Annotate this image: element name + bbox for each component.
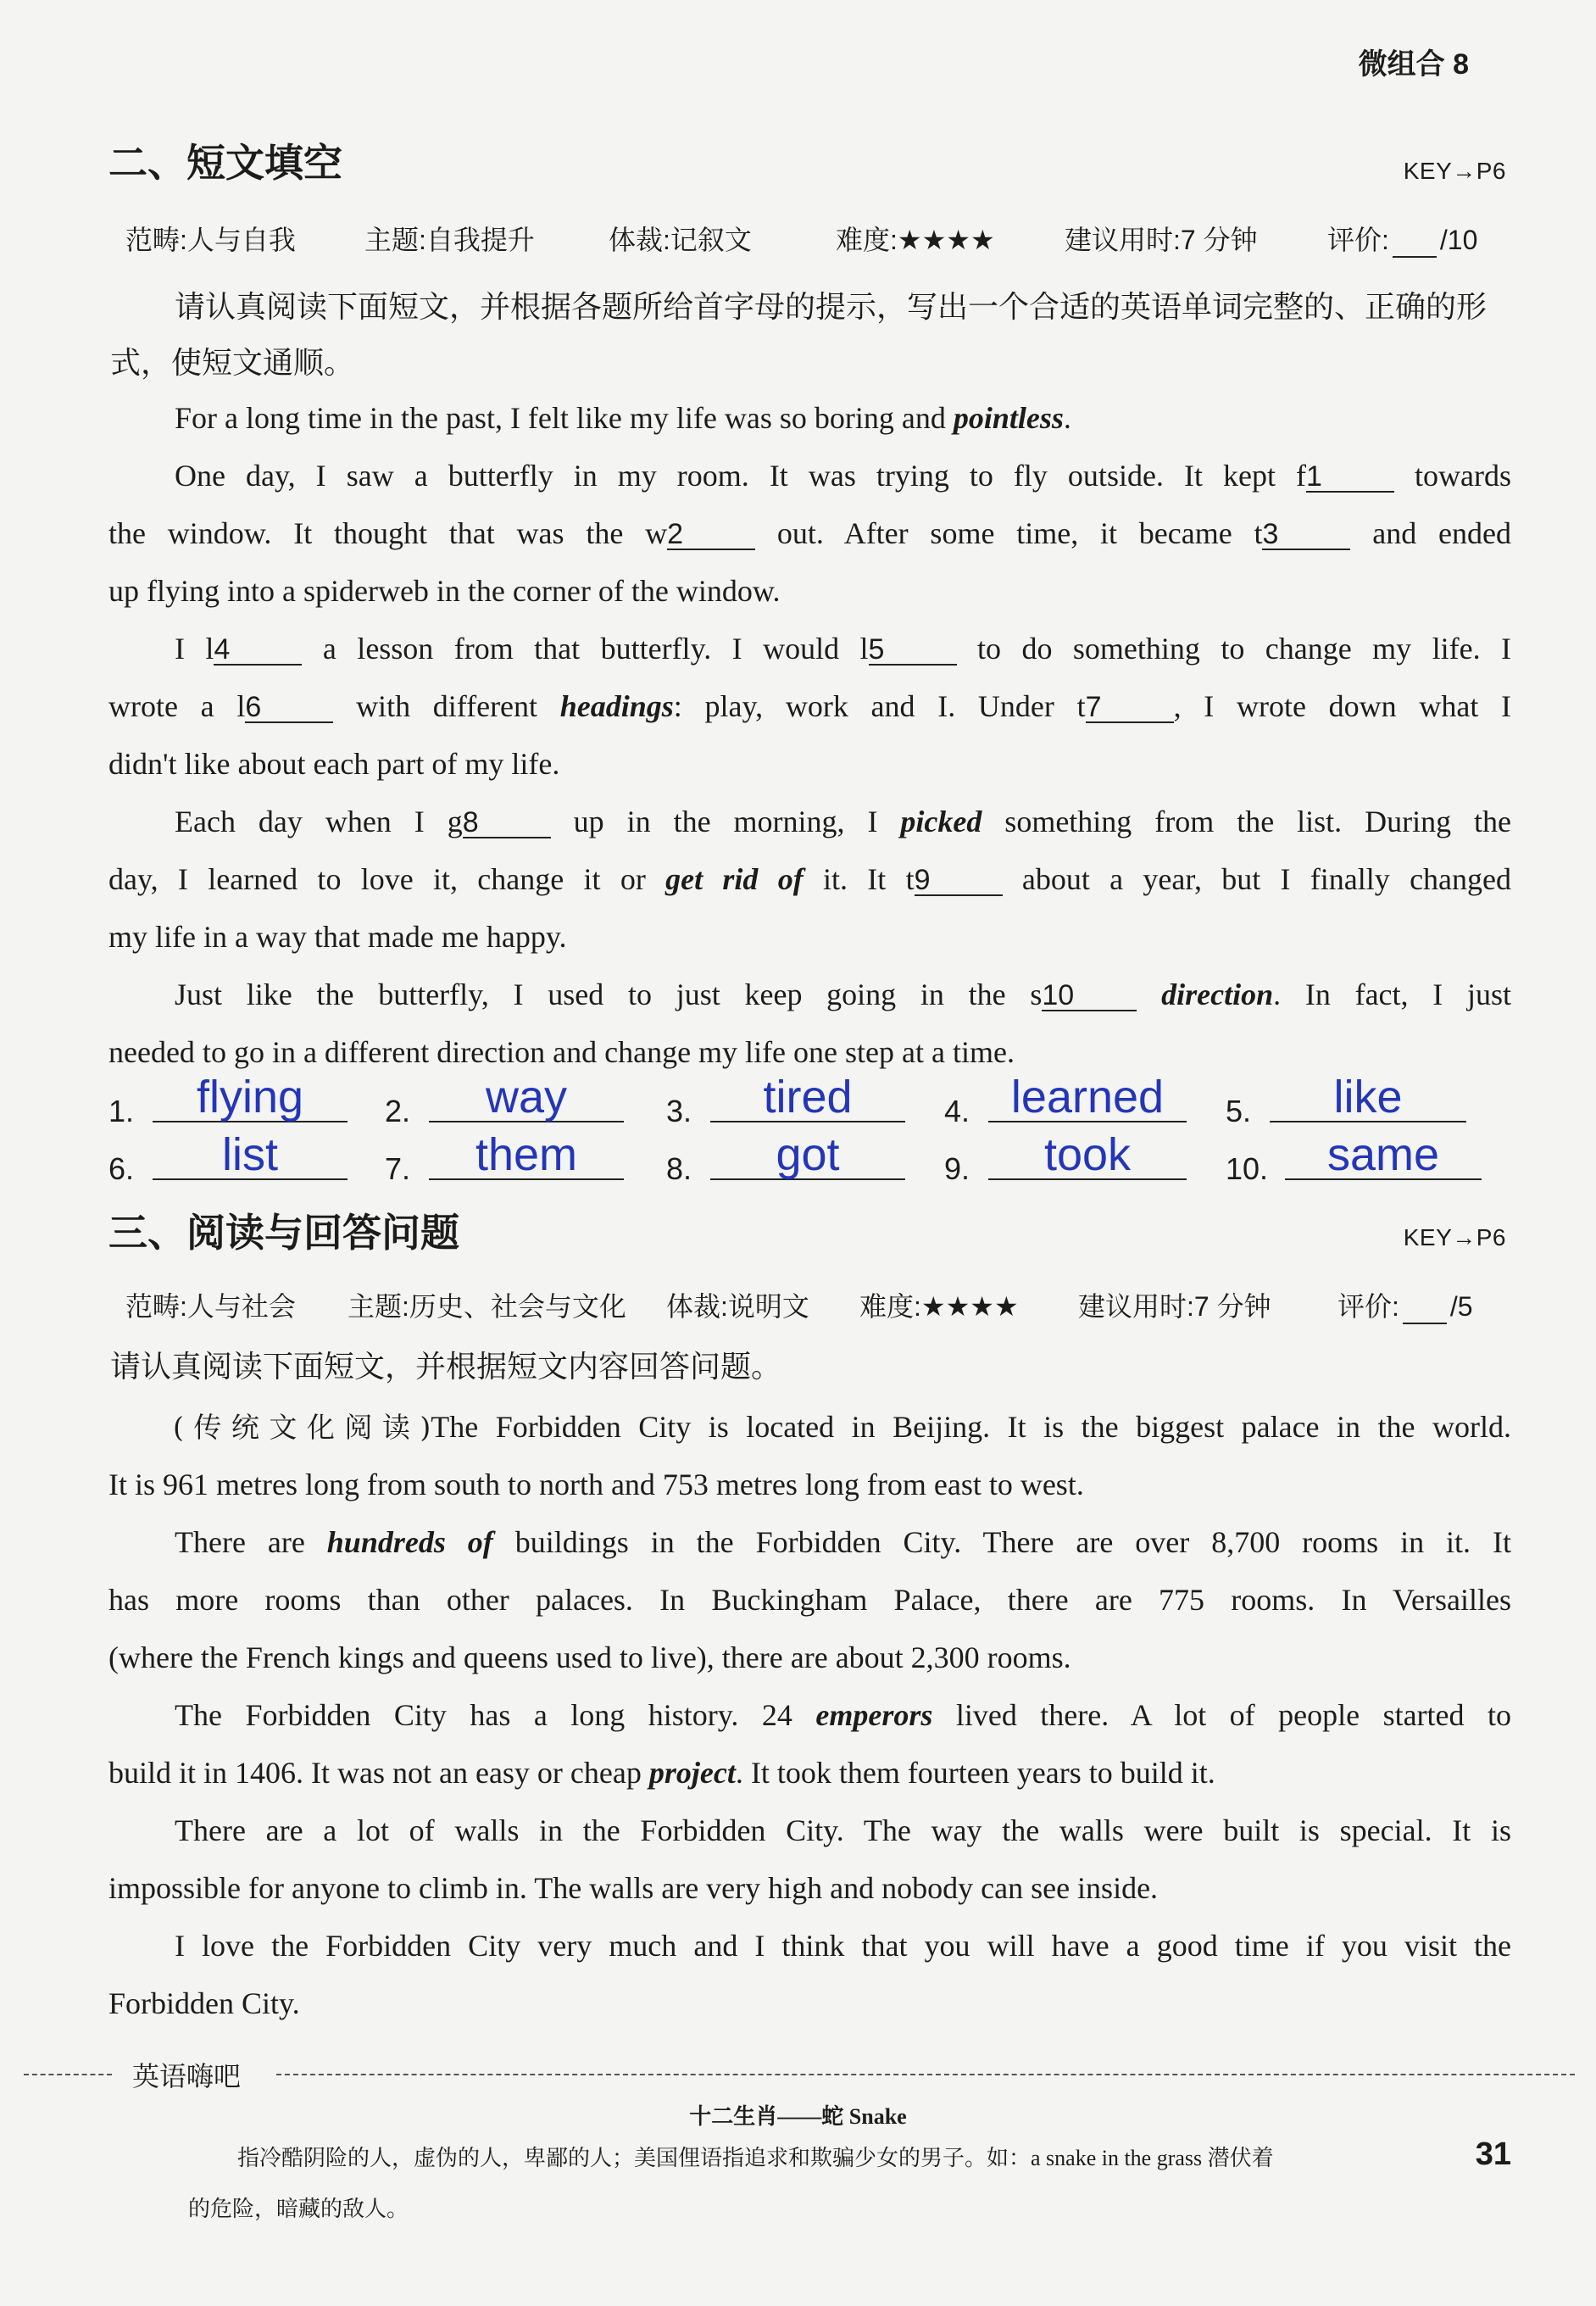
blank-1[interactable]: 1: [1306, 462, 1394, 493]
s2-paragraph-2-line-2: the window. It thought that was the w2 out. After some time, it became t3 and ended: [108, 516, 1512, 550]
answer-field-9[interactable]: took: [988, 1131, 1187, 1180]
footer-title: 十二生肖——蛇 Snake: [689, 2104, 907, 2129]
meta-scope: 范畴:人与自我: [125, 225, 296, 255]
footer-line-1: 指冷酷阴险的人，虚伪的人，卑鄙的人；美国俚语指追求和欺骗少女的男子。如：a snake in the grass 潜伏着: [237, 2146, 1274, 2170]
answer-grid: [0, 1070, 1596, 1197]
meta-genre: 体裁:记叙文: [609, 225, 752, 255]
s2-paragraph-1: For a long time in the past, I felt like my life was so boring and pointless.: [175, 401, 1071, 435]
blank-5[interactable]: 5: [869, 635, 957, 666]
answer-number: 5.: [1226, 1094, 1252, 1128]
s2-paragraph-4-line-3: my life in a way that made me happy.: [108, 920, 567, 954]
meta-time: 建议用时:7 分钟: [1078, 1291, 1271, 1322]
section2-meta: [125, 219, 1506, 256]
s3-paragraph-2-line-1: There are hundreds of buildings in the Forbidden City. There are over 8,700 rooms in it. It: [175, 1525, 1511, 1559]
meta-difficulty: 难度:★★★★: [859, 1291, 1019, 1322]
footer-line-2: 的危险，暗藏的敌人。: [188, 2197, 409, 2221]
meta-difficulty: 难度:★★★★: [836, 225, 995, 255]
blank-10[interactable]: 10: [1042, 981, 1137, 1011]
blank-2[interactable]: 2: [667, 520, 755, 550]
s3-paragraph-3-line-2: build it in 1406. It was not an easy or cheap project. It took them fourteen years to build it.: [108, 1756, 1215, 1790]
answer-field-3[interactable]: tired: [710, 1073, 905, 1122]
answer-number: 7.: [385, 1151, 411, 1186]
answer-field-2[interactable]: way: [429, 1073, 624, 1122]
s2-paragraph-5-line-2: needed to go in a different direction and change my life one step at a time.: [108, 1035, 1015, 1069]
section3-title: 三、阅读与回答问题: [108, 1210, 459, 1256]
footer-section-label: 英语嗨吧: [132, 2061, 242, 2092]
section3-key-ref[interactable]: KEY→P6: [1403, 1224, 1506, 1250]
blank-3[interactable]: 3: [1262, 520, 1350, 550]
answer-field-4[interactable]: learned: [988, 1073, 1187, 1122]
meta-rating: 评价: /5: [1337, 1285, 1473, 1324]
s3-paragraph-2-line-3: (where the French kings and queens used to live), there are about 2,300 rooms.: [108, 1640, 1071, 1674]
blank-4[interactable]: 4: [214, 635, 302, 666]
blank-6[interactable]: 6: [245, 693, 333, 723]
s2-paragraph-3-line-2: wrote a l6 with different headings: play, work and I. Under t7 , I wrote down what I: [108, 689, 1512, 723]
answer-number: 4.: [944, 1094, 970, 1128]
answer-field-1[interactable]: flying: [153, 1073, 348, 1122]
meta-topic: 主题:自我提升: [364, 225, 535, 255]
blank-8[interactable]: 8: [463, 808, 551, 838]
meta-time: 建议用时:7 分钟: [1065, 225, 1258, 255]
section3-meta: [125, 1285, 1506, 1323]
answer-field-5[interactable]: like: [1270, 1073, 1466, 1122]
footer-divider-right: [276, 2074, 1575, 2075]
s3-paragraph-5-line-1: I love the Forbidden City very much and I think that you will have a good time if you visit the: [175, 1929, 1511, 1963]
section3-instruction: 请认真阅读下面短文，并根据短文内容回答问题。: [110, 1350, 782, 1384]
section2-instruction: 请认真阅读下面短文，并根据各题所给首字母的提示，写出一个合适的英语单词完整的、正确的形式，使短文通顺。: [110, 290, 1488, 381]
answer-number: 1.: [108, 1094, 135, 1128]
s3-paragraph-4-line-2: impossible for anyone to climb in. The walls are very high and nobody can see inside.: [108, 1871, 1159, 1905]
meta-topic: 主题:历史、社会与文化: [348, 1291, 626, 1322]
s3-paragraph-3-line-1: The Forbidden City has a long history. 24 emperors lived there. A lot of people started to: [175, 1698, 1511, 1732]
meta-genre: 体裁:说明文: [666, 1291, 809, 1322]
answer-field-6[interactable]: list: [153, 1131, 348, 1180]
answer-field-8[interactable]: got: [710, 1131, 905, 1180]
s3-paragraph-1-line-1: (传统文化阅读)The Forbidden City is located in Beijing. It is the biggest palace in the world.: [173, 1410, 1511, 1444]
section2-title: 二、短文填空: [108, 140, 342, 186]
answer-field-10[interactable]: same: [1285, 1131, 1482, 1180]
answer-field-7[interactable]: them: [429, 1131, 624, 1180]
s3-paragraph-2-line-2: has more rooms than other palaces. In Buckingham Palace, there are 775 rooms. In Versailles: [108, 1583, 1511, 1617]
footer-divider-left: [24, 2074, 112, 2075]
answer-number: 6.: [108, 1151, 135, 1186]
s2-paragraph-3-line-1: I l4 a lesson from that butterfly. I would l5 to do something to change my life. I: [175, 632, 1511, 666]
answer-number: 3.: [666, 1094, 692, 1128]
blank-9[interactable]: 9: [915, 866, 1003, 896]
s2-paragraph-3-line-3: didn't like about each part of my life.: [108, 747, 560, 781]
s3-paragraph-5-line-2: Forbidden City.: [108, 1986, 300, 2020]
s2-paragraph-5-line-1: Just like the butterfly, I used to just keep going in the s10 direction. In fact, I just: [175, 978, 1512, 1011]
answer-number: 9.: [944, 1151, 970, 1186]
answer-number: 10.: [1226, 1151, 1269, 1186]
page-number: 31: [1475, 2136, 1511, 2172]
blank-7[interactable]: 7: [1086, 693, 1174, 723]
s2-paragraph-2-line-1: One day, I saw a butterfly in my room. It was trying to fly outside. It kept f1 towards: [175, 459, 1512, 493]
s2-paragraph-4-line-2: day, I learned to love it, change it or get rid of it. It t9 about a year, but I finally changed: [108, 862, 1512, 896]
section2-key-ref[interactable]: KEY→P6: [1403, 158, 1506, 184]
s3-paragraph-1-line-2: It is 961 metres long from south to north and 753 metres long from east to west.: [108, 1468, 1084, 1501]
answer-number: 2.: [385, 1094, 411, 1128]
s2-paragraph-2-line-3: up flying into a spiderweb in the corner of the window.: [108, 574, 781, 608]
answer-number: 8.: [666, 1151, 692, 1186]
meta-rating: 评价: /10: [1327, 219, 1477, 258]
s3-paragraph-4-line-1: There are a lot of walls in the Forbidden City. The way the walls were built is special. It is: [175, 1813, 1511, 1847]
s2-paragraph-4-line-1: Each day when I g8 up in the morning, I picked something from the list. During the: [175, 805, 1512, 838]
chapter-label: 微组合 8: [1358, 48, 1469, 81]
meta-scope: 范畴:人与社会: [125, 1291, 296, 1322]
